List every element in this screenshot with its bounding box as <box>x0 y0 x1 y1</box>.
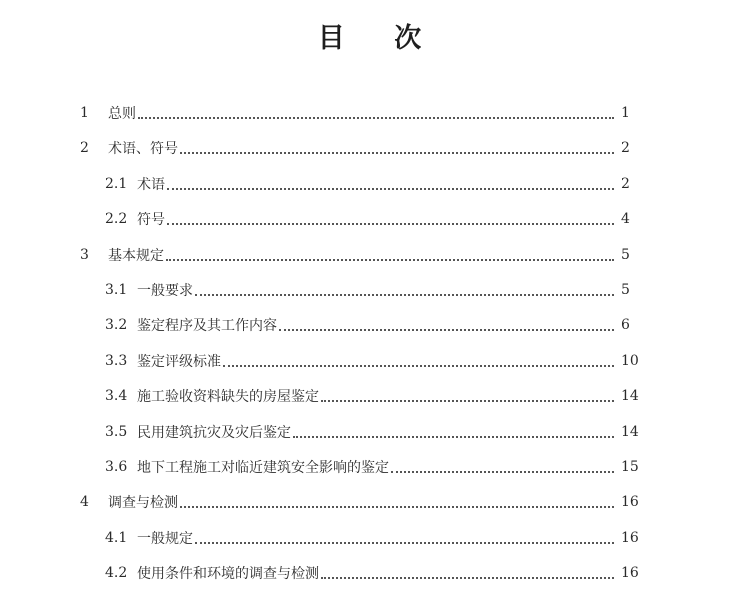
toc-entry-title: 施工验收资料缺失的房屋鉴定 <box>137 389 319 406</box>
toc-entry <box>0 133 739 163</box>
toc-entry <box>0 346 739 376</box>
toc-entry-number: 4.2 <box>105 565 128 582</box>
toc-dot-leader <box>180 504 614 508</box>
toc-entry-page-number: 5 <box>621 246 630 263</box>
toc-entry-number: 3.2 <box>105 317 128 334</box>
toc-dot-leader <box>167 186 614 190</box>
toc-entry <box>0 452 739 482</box>
toc-entry-title: 基本规定 <box>108 247 164 264</box>
toc-entry-number: 2.2 <box>105 211 128 228</box>
toc-dot-leader <box>391 469 614 473</box>
toc-dot-leader <box>279 327 614 331</box>
toc-entry <box>0 381 739 411</box>
toc-entry-title: 术语 <box>137 176 165 193</box>
toc-dot-leader <box>223 363 614 367</box>
toc-entry-page-number: 14 <box>621 423 639 440</box>
toc-entry-page-number: 2 <box>621 175 630 192</box>
toc-entry <box>0 240 739 270</box>
toc-entry-number: 3.6 <box>105 459 128 475</box>
toc-dot-leader <box>166 257 614 261</box>
toc-entry-title: 一般要求 <box>137 283 193 299</box>
toc-dot-leader <box>180 150 614 154</box>
toc-entry <box>0 487 739 517</box>
toc-dot-leader <box>321 575 614 579</box>
toc-entry-title: 一般规定 <box>137 530 193 547</box>
toc-entry-page-number: 16 <box>621 565 639 582</box>
toc-entry-title: 调查与检测 <box>108 495 178 512</box>
toc-entry <box>0 275 739 305</box>
toc-entry <box>0 204 739 234</box>
toc-entry <box>0 523 739 553</box>
toc-entry-title: 使用条件和环境的调查与检测 <box>137 566 319 583</box>
toc-entry-page-number: 16 <box>621 529 639 546</box>
toc-entry-number: 3.4 <box>105 388 128 405</box>
toc-dot-leader <box>321 398 614 402</box>
toc-entry-number: 1 <box>80 105 89 121</box>
toc-dot-leader <box>195 540 614 544</box>
toc-entry <box>0 310 739 340</box>
toc-entry <box>0 558 739 588</box>
toc-entry-page-number: 4 <box>621 211 630 228</box>
toc-entry-title: 符号 <box>137 212 165 229</box>
page-title: 目 次 <box>317 23 442 54</box>
toc-entry-page-number: 5 <box>621 282 630 298</box>
toc-entry-page-number: 1 <box>621 105 630 121</box>
toc-entry-title: 鉴定程序及其工作内容 <box>137 318 277 335</box>
toc-entry-number: 3.3 <box>105 352 128 369</box>
toc-entry-number: 2.1 <box>105 175 128 192</box>
toc-entry-title: 术语、符号 <box>108 141 178 158</box>
toc-entry-page-number: 10 <box>621 352 639 369</box>
toc-dot-leader <box>167 221 614 225</box>
toc-entry <box>0 98 739 128</box>
toc-entry-page-number: 14 <box>621 388 639 405</box>
toc-entry-page-number: 15 <box>621 459 639 475</box>
toc-dot-leader <box>138 115 614 119</box>
toc-entry-number: 3 <box>80 246 89 263</box>
toc-entry-number: 2 <box>80 140 89 157</box>
toc-entry-number: 4 <box>80 494 89 511</box>
toc-entry-page-number: 16 <box>621 494 639 511</box>
toc-entry-page-number: 6 <box>621 317 630 334</box>
toc-dot-leader <box>293 434 614 438</box>
toc-entry-title: 总则 <box>108 106 136 122</box>
toc-entry-title: 鉴定评级标准 <box>137 353 221 370</box>
toc-dot-leader <box>195 292 614 296</box>
toc-entry-page-number: 2 <box>621 140 630 157</box>
toc-entry-title: 地下工程施工对临近建筑安全影响的鉴定 <box>137 460 389 476</box>
toc-entry-number: 3.1 <box>105 282 128 298</box>
toc-entry <box>0 417 739 447</box>
toc-entry-number: 4.1 <box>105 529 128 546</box>
toc-entry-title: 民用建筑抗灾及灾后鉴定 <box>137 424 291 441</box>
toc-entry <box>0 169 739 199</box>
toc-entry-number: 3.5 <box>105 423 128 440</box>
